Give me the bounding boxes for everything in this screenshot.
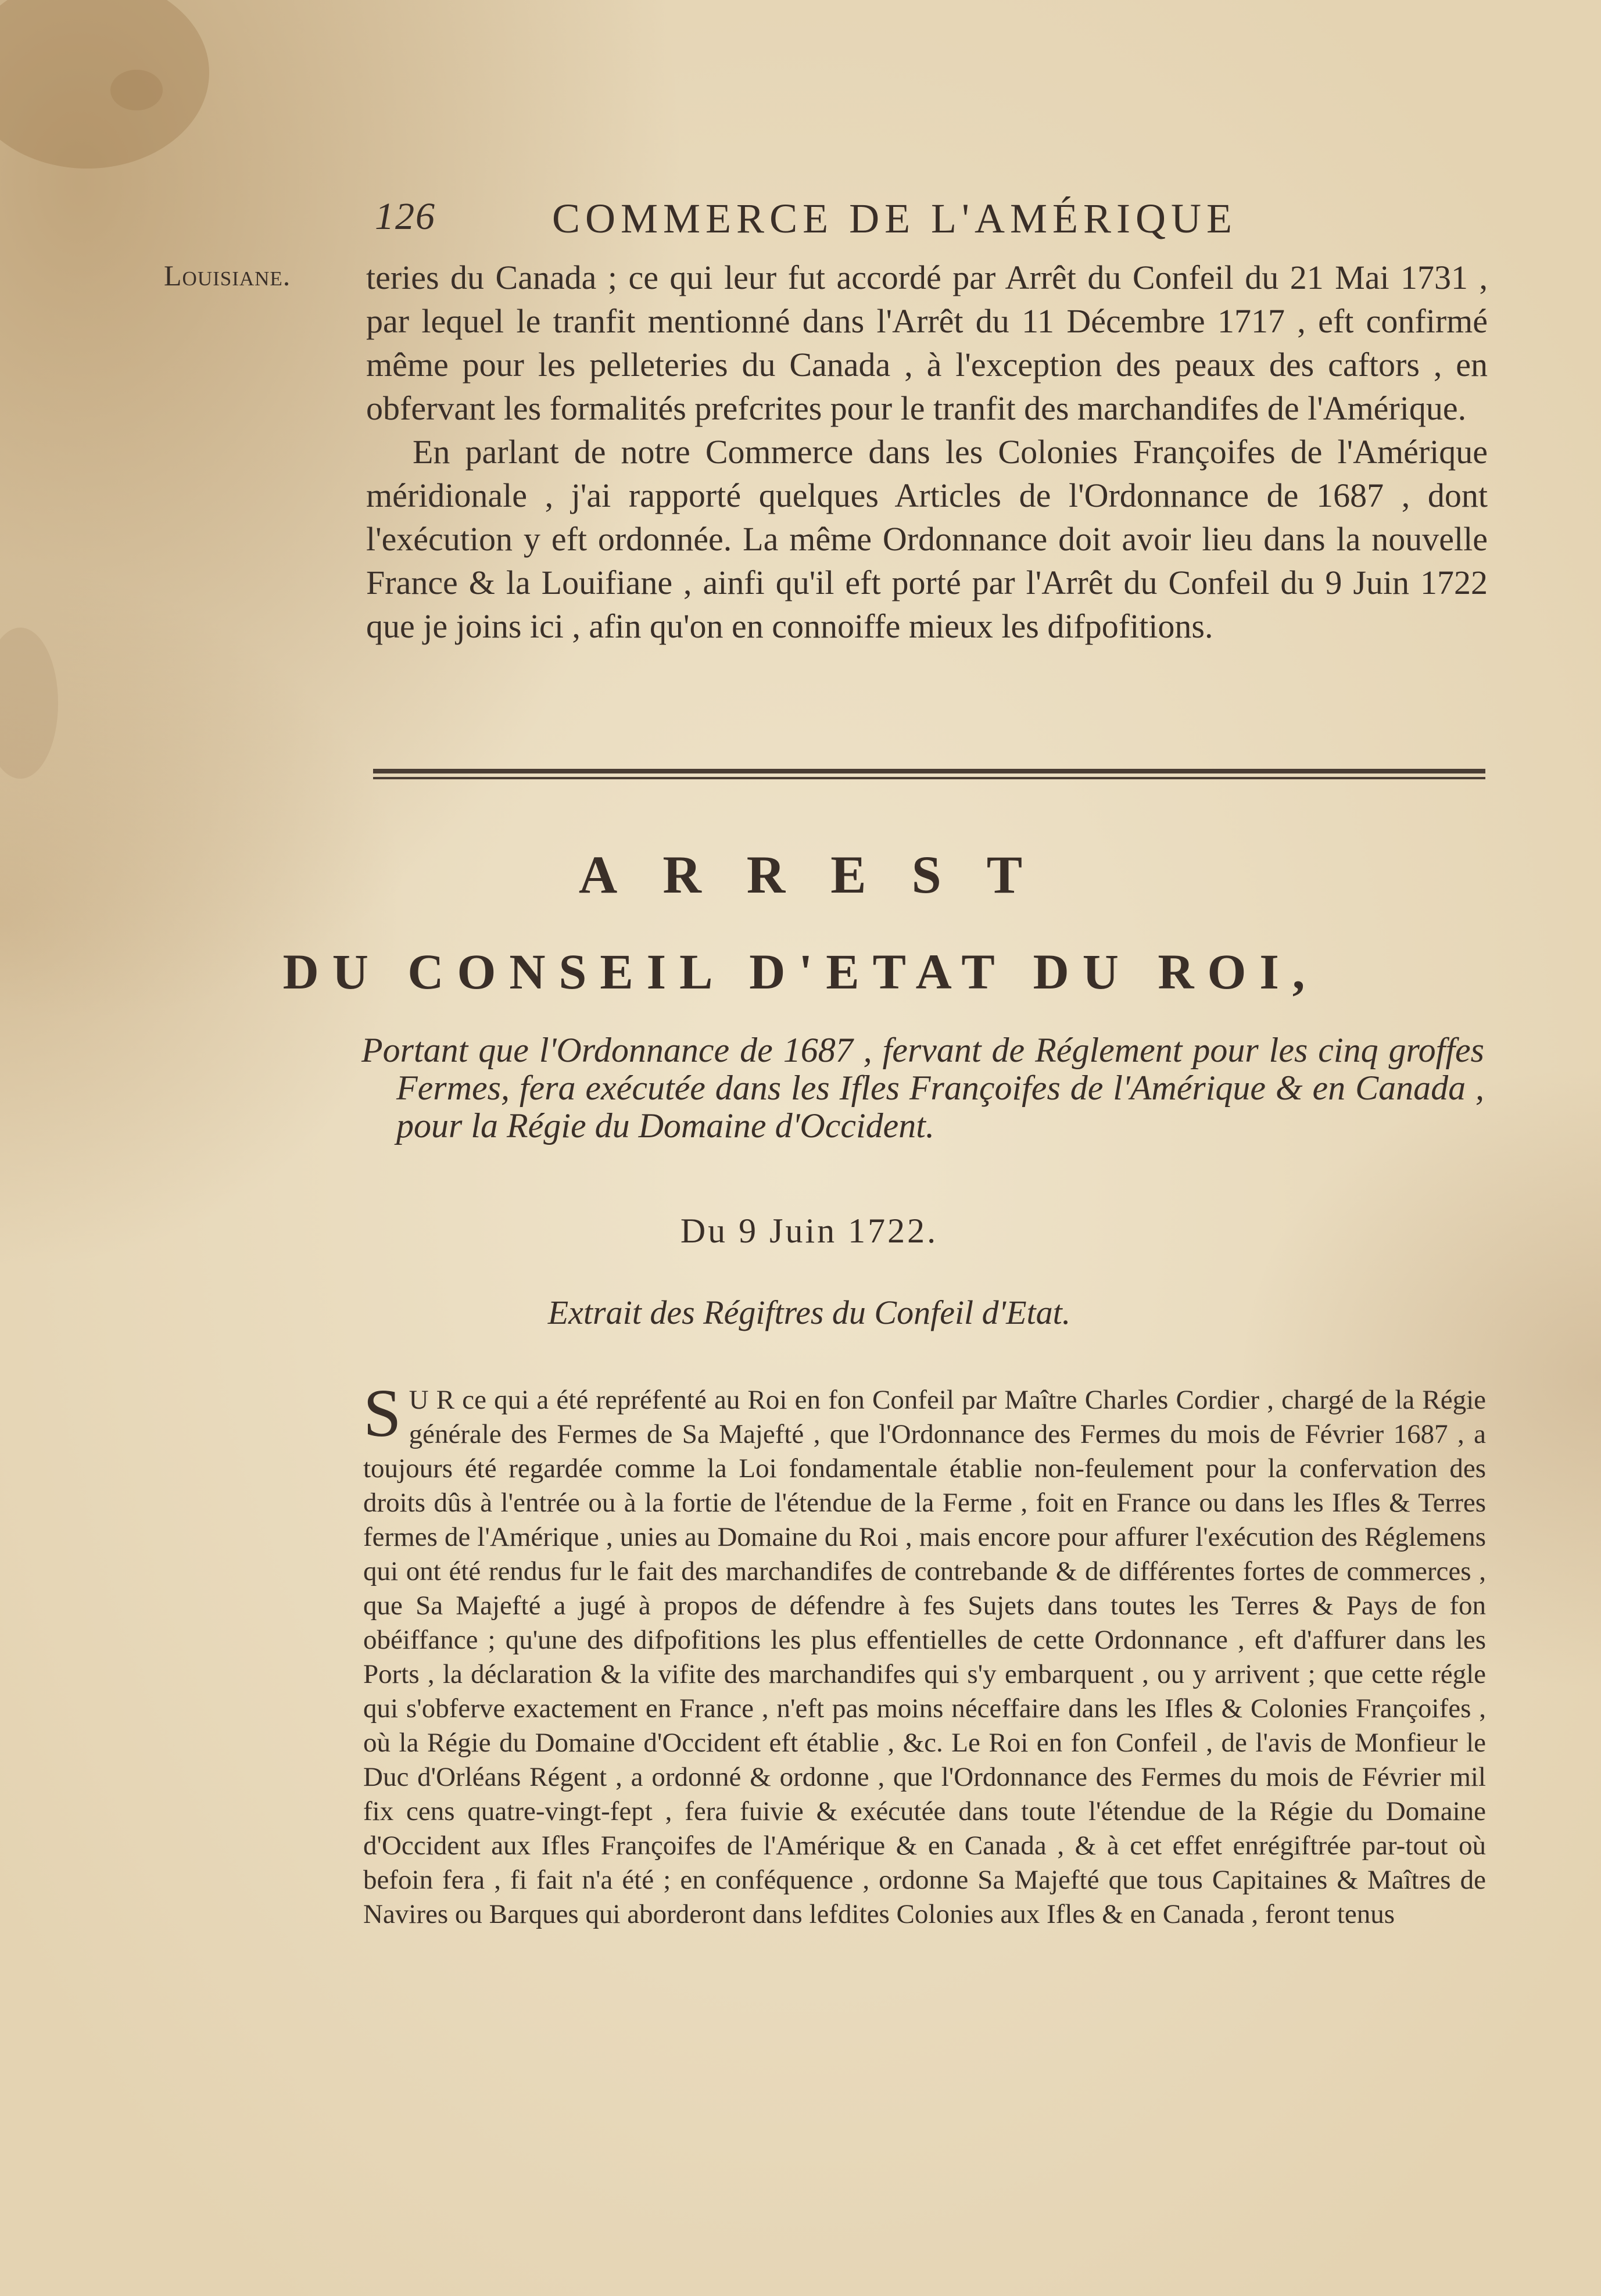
intro-paragraph-1: teries du Canada ; ce qui leur fut accordé par Arrêt du Confeil du 21 Mai 1731 , par lequel le tranfit mentionné dans l'Arrêt du 11 Décembre 1717 , eft confirmé même pour les pelleteries du Canada , à l'exception des peaux des caftors , en obfervant les formalités prefcrites pour le tranfit des marchandifes de l'Amérique. [366,259,1488,427]
running-title: COMMERCE DE L'AMÉRIQUE [552,195,1237,242]
paper-stain [0,628,58,779]
decree-extract-heading: Extrait des Régiftres du Confeil d'Etat. [547,1294,1071,1331]
drop-cap: S [363,1375,402,1451]
running-header [375,195,1334,247]
decree-date: Du 9 Juin 1722. [680,1212,939,1250]
decree-summary: Portant que l'Ordonnance de 1687 , fervant de Réglement pour les cinq groffes Fermes, fera exécutée dans les Ifles Françoifes de l'Amérique & en Canada , pour la Régie du Domaine d'Occident. [361,1031,1484,1145]
paper-stain [110,70,163,110]
decree-subtitle: DU CONSEIL D'ETAT DU ROI, [282,944,1319,1000]
intro-text [366,256,1488,648]
decree-title: ARREST [578,845,1068,904]
paper-stain [0,0,209,169]
decree-text: U R ce qui a été repréfenté au Roi en fon Confeil par Maître Charles Cordier , chargé de la Régie générale des Fermes de Sa Majefté , que l'Ordonnance des Fermes du mois de Février 1687 , a toujours été regardée comme la Loi fondamentale établie non-feulement pour la confervation des droits dûs à l'entrée ou à la fortie de l'étendue de la Ferme , foit en France ou dans les Ifles & Terres fermes de l'Amérique , unies au Domaine du Roi , mais encore pour affurer l'exécution des Réglemens qui ont été rendus fur le fait des marchandifes de contrebande & de différentes fortes de commerces , que Sa Majefté a jugé à propos de défendre à fes Sujets dans toutes les Terres & Pays de fon obéiffance ; qu'une des difpofitions les plus effentielles de cette Ordonnance , eft d'affurer dans les Ports , la déclaration & la vifite des marchandifes qui s'y embarquent , ou y arrivent ; que cette régle qui s'obferve exactement en France , n'eft pas moins néceffaire dans les Ifles & Colonies Françoifes , où la Régie du Domaine d'Occident eft établie , &c. Le Roi en fon Confeil , de l'avis de Monfieur le Duc d'Orléans Régent , a ordonné & ordonne , que l'Ordonnance des Fermes du mois de Février mil fix cens quatre-vingt-fept , fera fuivie & exécutée dans toute l'étendue de la Régie du Domaine d'Occident aux Ifles Françoifes de l'Amérique & en Canada , & à cet effet enrégiftrée par-tout où befoin fera , fi fait n'a été ; en conféquence , ordonne Sa Majefté que tous Capitaines & Maîtres de Navires ou Barques qui aborderont dans lefdites Colonies aux Ifles & en Canada , feront tenus [363,1385,1486,1929]
decree-body [363,1375,1486,1932]
section-divider [373,769,1485,780]
margin-note: Louisiane. [164,259,291,292]
intro-paragraph-2: En parlant de notre Commerce dans les Colonies Françoifes de l'Amérique méridionale , j'ai rapporté quelques Articles de l'Ordonnance de 1687 , dont l'exécution y eft ordonnée. La même Ordonnance doit avoir lieu dans la nouvelle France & la Louifiane , ainfi qu'il eft porté par l'Arrêt du Confeil du 9 Juin 1722 que je joins ici , afin qu'on en connoiffe mieux les difpofitions. [366,433,1488,645]
page-number: 126 [375,195,436,238]
